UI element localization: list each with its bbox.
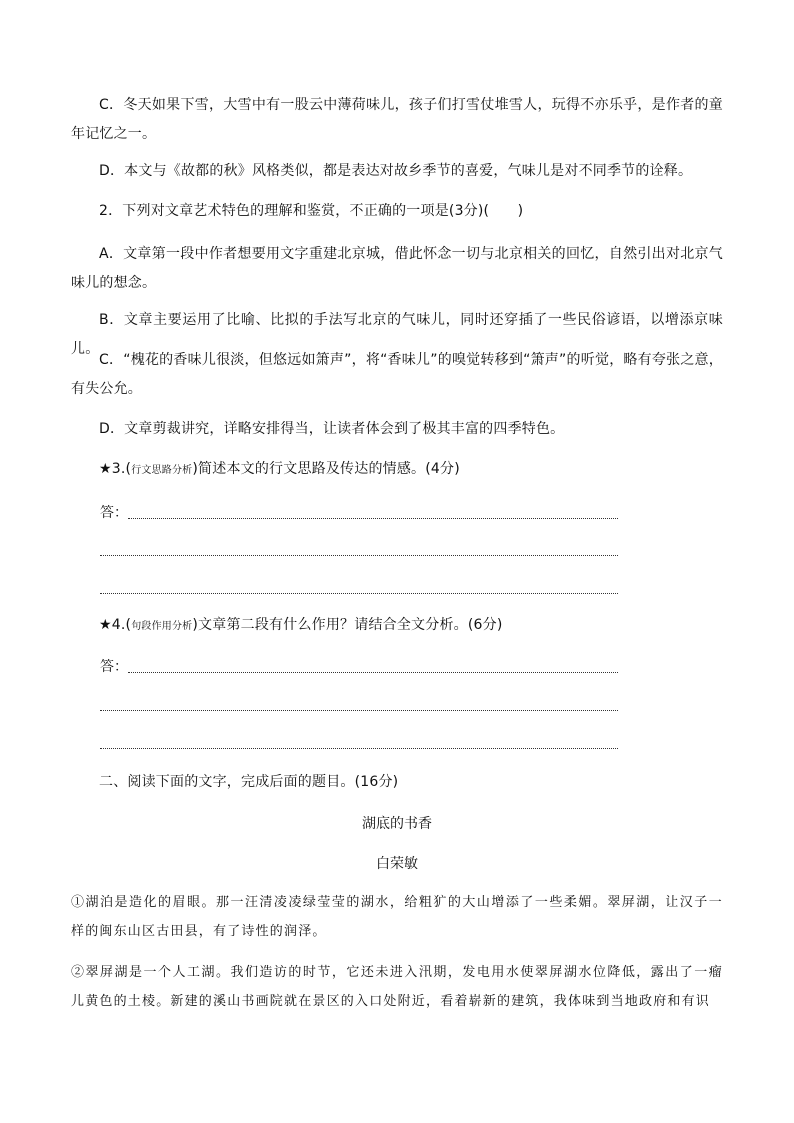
section2-heading: 二、阅读下面的文字，完成后面的题目。(16分): [99, 774, 399, 790]
q2-option-a: A．文章第一段中作者想要用文字重建北京城，借此怀念一切与北京相关的回忆，自然引出对北京气味儿的想念。: [71, 246, 723, 291]
essay-paragraph-2: ②翠屏湖是一个人工湖。我们造访的时节，它还未进入汛期，发电用水使翠屏湖水位降低，露出了一瘤儿黄色的土棱。新建的溪山书画院就在景区的入口处附近，看着崭新的建筑，我体味到当地政府和有识: [71, 965, 723, 1009]
answer-label: 答：: [100, 659, 128, 675]
essay-paragraph-1: ①湖泊是造化的眉眼。那一汪清凌凌绿莹莹的湖水，给粗犷的大山增添了一些柔媚。翠屏湖，让汉子一样的闽东山区古田县，有了诗性的润泽。: [71, 895, 723, 939]
q4-question: [71, 611, 723, 641]
answer-line[interactable]: [100, 555, 618, 556]
q3-question: [71, 455, 723, 485]
q2-option-d: D．文章剪裁讲究，详略安排得当，让读者体会到了极其丰富的四季特色。: [99, 421, 565, 437]
q4-stem: )文章第二段有什么作用？请结合全文分析。(6分): [192, 617, 503, 633]
q4-number: 4.(: [111, 617, 132, 633]
q3-tag: 行文思路分析: [131, 465, 193, 476]
star-icon: ★: [99, 617, 112, 633]
q1-option-d: D．本文与《故都的秋》风格类似，都是表达对故乡季节的喜爱，气味儿是对不同季节的诠释。: [99, 163, 693, 179]
q4-answer-area[interactable]: [100, 657, 620, 677]
answer-line[interactable]: [100, 593, 618, 594]
answer-label: 答：: [100, 505, 128, 521]
essay-author: 白荣敏: [376, 856, 418, 872]
q1-option-c: C．冬天如果下雪，大雪中有一股云中薄荷味儿，孩子们打雪仗堆雪人，玩得不亦乐乎，是作者的童年记忆之一。: [71, 97, 723, 142]
q2-stem: 2．下列对文章艺术特色的理解和鉴赏，不正确的一项是(3分)( ): [99, 203, 524, 219]
q2-option-b: B．文章主要运用了比喻、比拟的手法写北京的气味儿，同时还穿插了一些民俗谚语，以增添京味儿。: [71, 312, 723, 357]
answer-line[interactable]: [100, 748, 618, 749]
q3-answer-area[interactable]: [100, 503, 620, 523]
q3-stem: )简述本文的行文思路及传达的情感。(4分): [192, 461, 460, 477]
answer-line[interactable]: [128, 672, 618, 673]
answer-line[interactable]: [100, 710, 618, 711]
q4-tag: 句段作用分析: [131, 621, 193, 632]
q3-number: 3.(: [111, 461, 132, 477]
q2-option-c: C．“槐花的香味儿很淡，但悠远如箫声”，将“香味儿”的嗅觉转移到“箫声”的听觉，略有夸张之意，有失公允。: [71, 352, 723, 397]
essay-title: 湖底的书香: [362, 816, 432, 832]
answer-line[interactable]: [128, 518, 618, 519]
star-icon: ★: [99, 461, 112, 477]
